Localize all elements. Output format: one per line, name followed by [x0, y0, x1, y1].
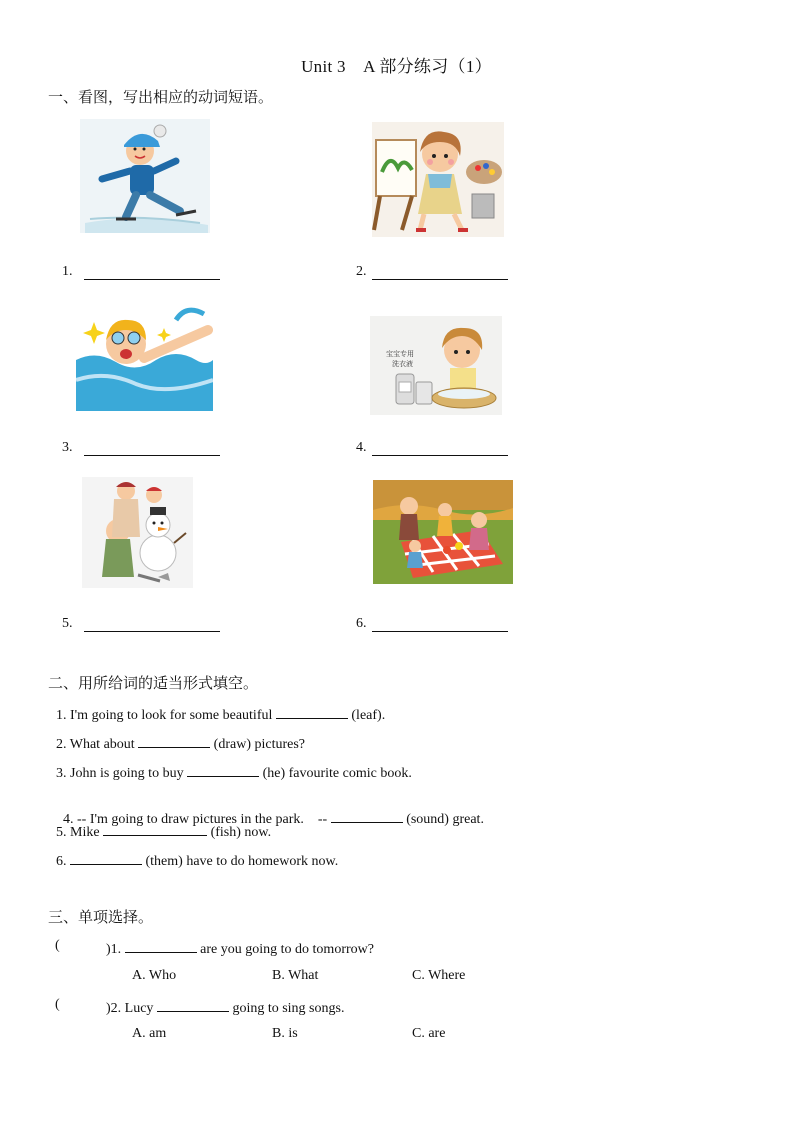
question-number: )1. [106, 942, 125, 957]
question-hint: (leaf). [347, 708, 386, 723]
answer-blank-5[interactable] [84, 631, 220, 632]
question-text: 6. [56, 854, 70, 869]
question-hint: (he) favourite comic book. [259, 766, 412, 781]
option-b[interactable]: B. is [272, 1026, 298, 1041]
section1-heading: 一、看图，写出相应的动词短语。 [48, 88, 274, 106]
item-number-5: 5. [62, 616, 73, 631]
choice-blank [125, 938, 197, 953]
question-hint: (them) have to do homework now. [142, 854, 339, 869]
item-number-6: 6. [356, 616, 367, 631]
answer-paren-open: ( [55, 997, 60, 1012]
choice-question-1 [106, 938, 374, 958]
question-text: 4. -- I'm going to draw pictures in the park. -- [63, 812, 331, 827]
answer-blank-2[interactable] [372, 279, 508, 280]
skating-boy-picture [80, 119, 210, 233]
answer-blank-4[interactable] [372, 455, 508, 456]
question-hint: (sound) great. [402, 812, 484, 827]
option-b[interactable]: B. What [272, 968, 319, 983]
painting-girl-picture [372, 122, 504, 237]
swimming-boy-picture [76, 300, 213, 411]
choice-answer-box-2[interactable] [64, 997, 106, 1013]
fill-question-5 [56, 821, 271, 841]
fill-blank[interactable] [103, 821, 207, 836]
question-hint: (draw) pictures? [210, 737, 306, 752]
fill-blank[interactable] [276, 704, 348, 719]
section2-heading: 二、用所给词的适当形式填空。 [48, 674, 259, 692]
picture-label-line-2: 洗衣液 [392, 360, 413, 368]
page-title: Unit 3 A 部分练习（1） [301, 57, 492, 76]
item-number-4: 4. [356, 440, 367, 455]
question-text: 5. Mike [56, 825, 104, 840]
answer-paren-open: ( [55, 938, 60, 953]
fill-question-1 [56, 704, 385, 724]
answer-blank-3[interactable] [84, 455, 220, 456]
option-a[interactable]: A. Who [132, 968, 177, 983]
washing-clothes-picture [370, 316, 502, 415]
choice-blank [157, 997, 229, 1012]
fill-blank[interactable] [70, 850, 142, 865]
fill-question-6 [56, 850, 338, 870]
option-c[interactable]: C. Where [412, 968, 466, 983]
question-text: are you going to do tomorrow? [196, 942, 374, 957]
question-text: 1. I'm going to look for some beautiful [56, 708, 276, 723]
section3-heading: 三、单项选择。 [48, 908, 154, 926]
option-c[interactable]: C. are [412, 1026, 446, 1041]
question-number: )2. Lucy [106, 1001, 157, 1016]
answer-blank-1[interactable] [84, 279, 220, 280]
question-text: 2. What about [56, 737, 139, 752]
choice-answer-box-1[interactable] [64, 938, 106, 954]
question-hint: (fish) now. [207, 825, 272, 840]
item-number-1: 1. [62, 264, 73, 279]
fill-question-3 [56, 762, 412, 782]
picnic-family-picture [373, 480, 513, 584]
snowman-family-picture [82, 477, 193, 588]
fill-blank[interactable] [138, 733, 210, 748]
fill-blank[interactable] [187, 762, 259, 777]
question-text: 3. John is going to buy [56, 766, 188, 781]
question-text: going to sing songs. [228, 1001, 345, 1016]
fill-blank[interactable] [331, 808, 403, 823]
item-number-2: 2. [356, 264, 367, 279]
choice-question-2 [106, 997, 344, 1017]
picture-label-line-1: 宝宝专用 [386, 350, 414, 358]
fill-question-2 [56, 733, 305, 753]
option-a[interactable]: A. am [132, 1026, 167, 1041]
item-number-3: 3. [62, 440, 73, 455]
answer-blank-6[interactable] [372, 631, 508, 632]
